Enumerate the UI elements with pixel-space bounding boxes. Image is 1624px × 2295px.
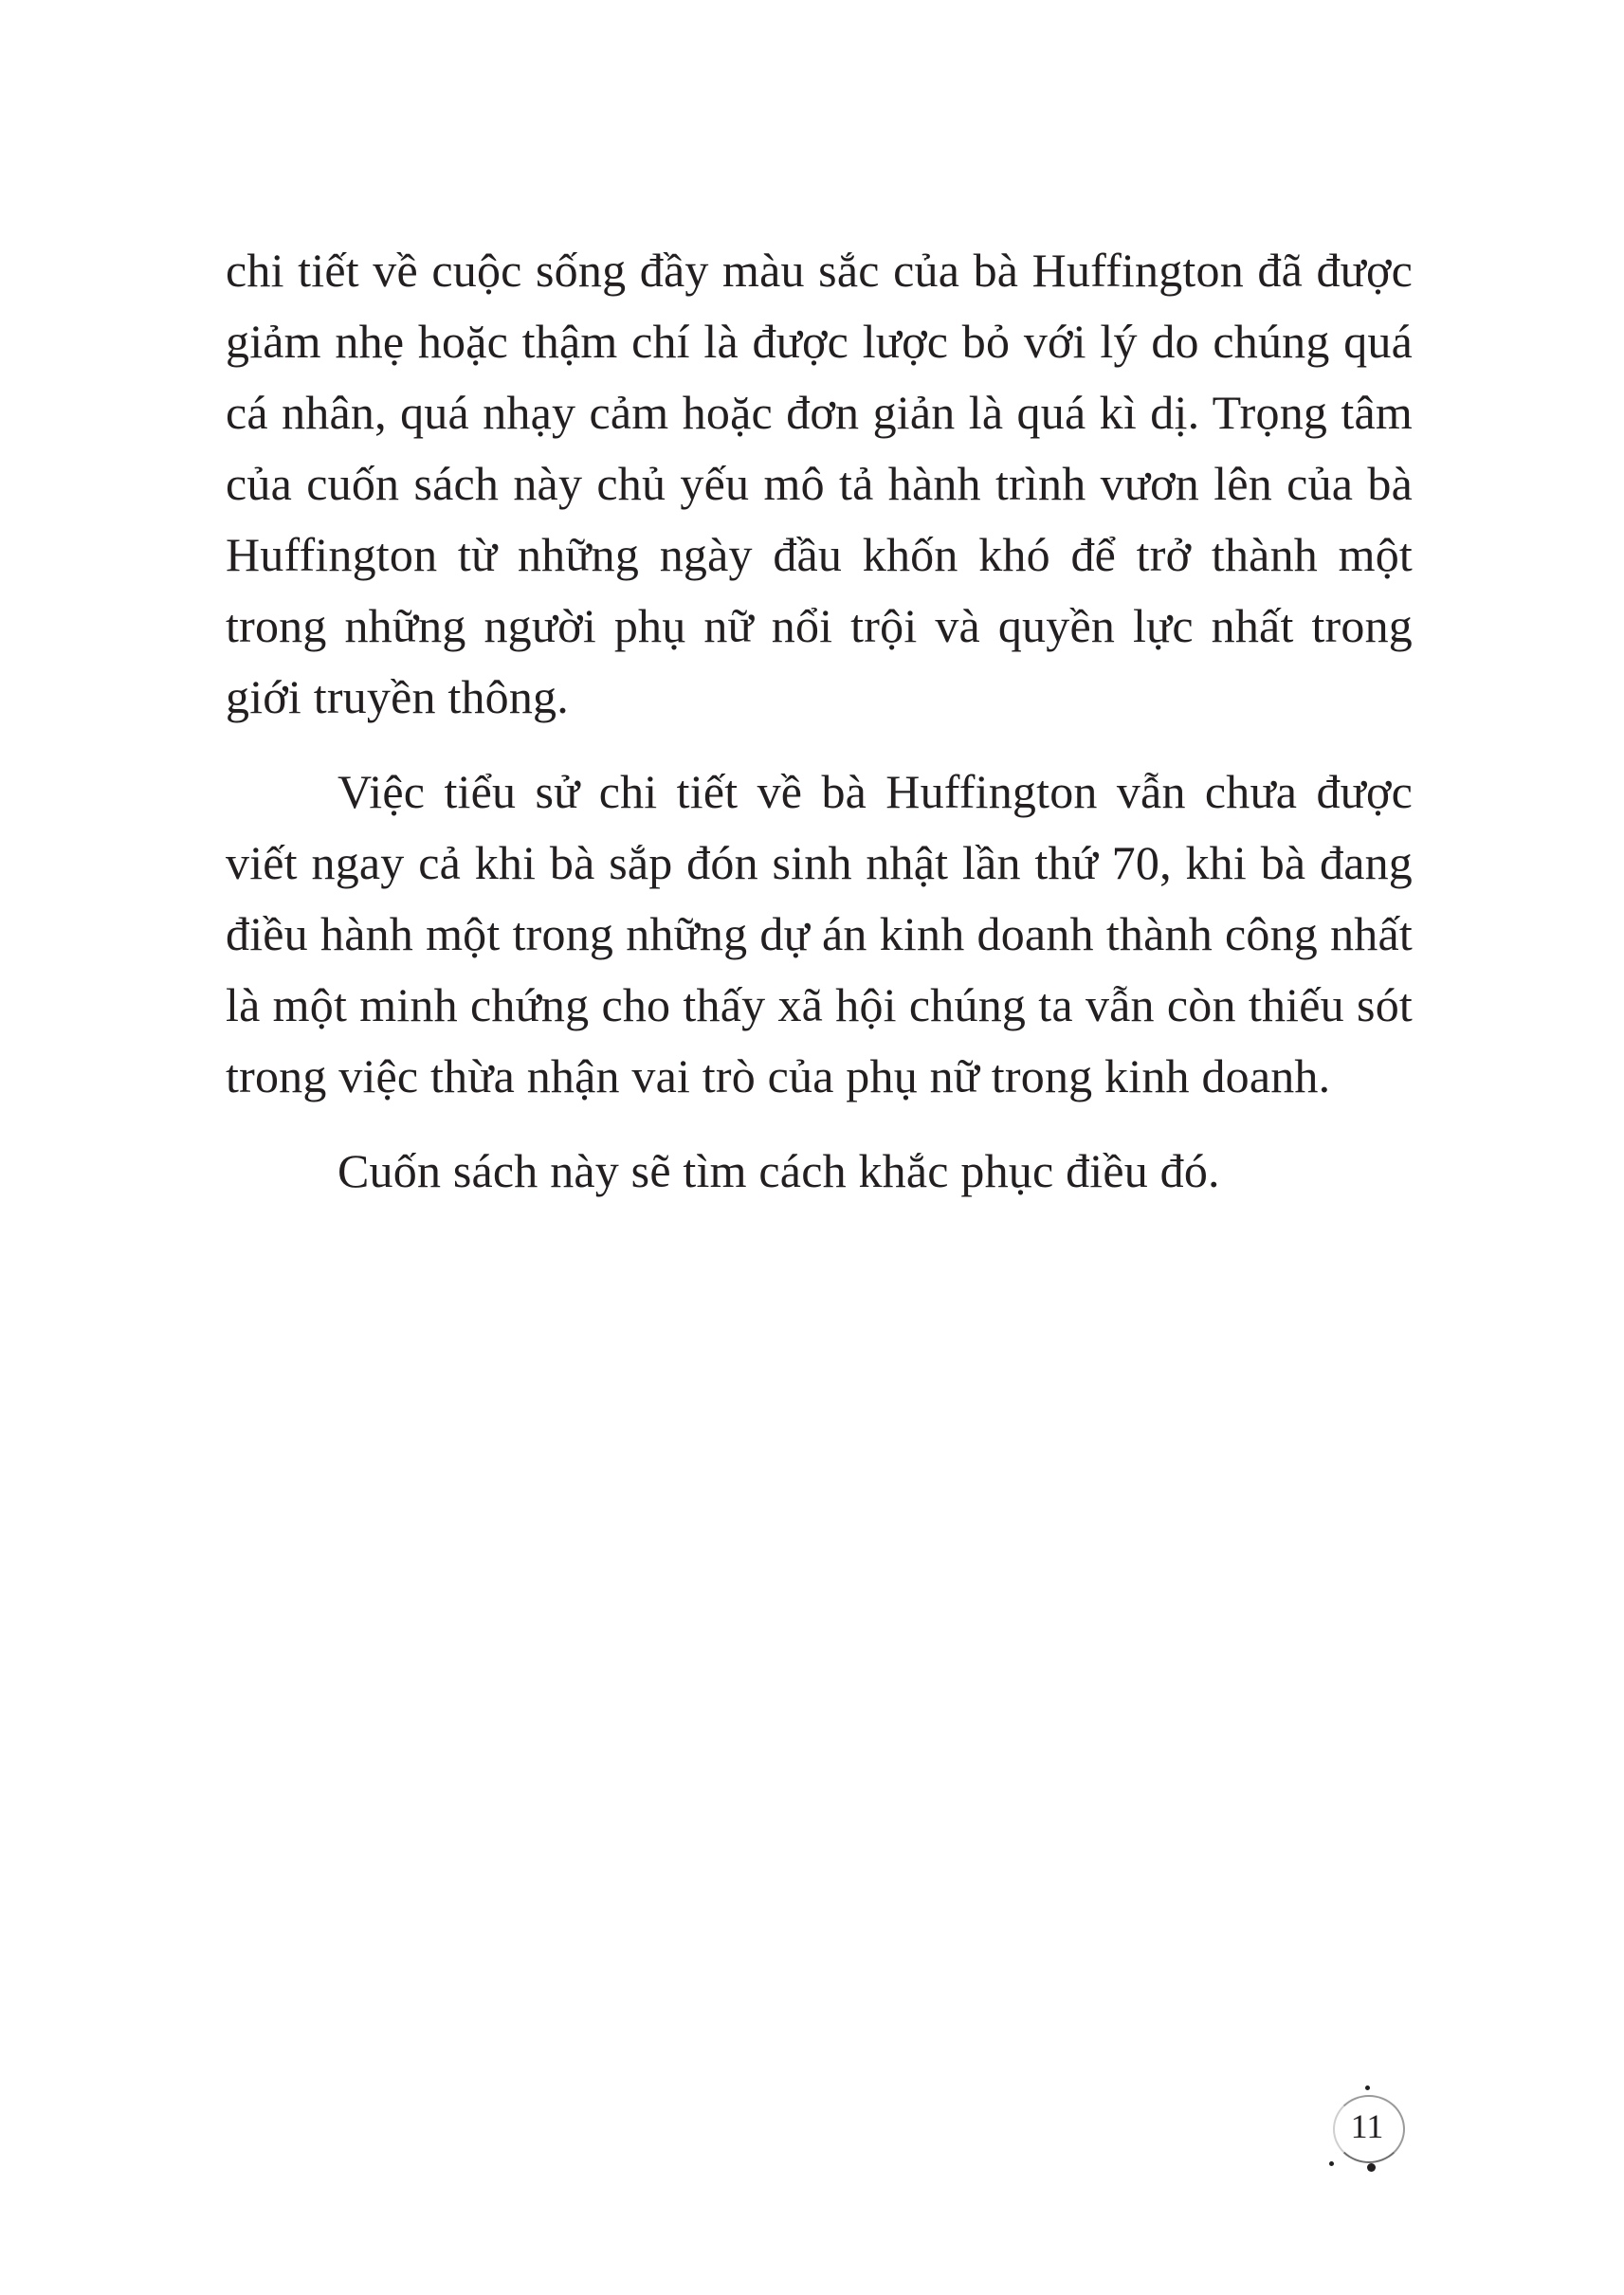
- page-number: 11: [1350, 2107, 1384, 2145]
- body-text: [226, 235, 1413, 1207]
- paragraph-1: chi tiết về cuộc sống đầy màu sắc của bà Huffington đã được giảm nhẹ hoặc thậm chí là được lược bỏ với lý do chúng quá cá nhân, quá nhạy cảm hoặc đơn giản là quá kì dị. Trọng tâm của cuốn sách này chủ yếu mô tả hành trình vươn lên của bà Huffington từ những ngày đầu khốn khó để trở thành một trong những người phụ nữ nổi trội và quyền lực nhất trong giới truyền thông.: [226, 244, 1413, 723]
- ornament-dot-bottom-icon: [1367, 2163, 1376, 2172]
- paragraph-3: Cuốn sách này sẽ tìm cách khắc phục điều đó.: [338, 1144, 1220, 1197]
- page-number-ornament: [1325, 2084, 1413, 2171]
- ornament-dot-top-icon: [1365, 2086, 1370, 2090]
- ornament-dot-left-icon: [1329, 2161, 1334, 2166]
- paragraph-2: Việc tiểu sử chi tiết về bà Huffington vẫn chưa được viết ngay cả khi bà sắp đón sinh nhật lần thứ 70, khi bà đang điều hành một trong những dự án kinh doanh thành công nhất là một minh chứng cho thấy xã hội chúng ta vẫn còn thiếu sót trong việc thừa nhận vai trò của phụ nữ trong kinh doanh.: [226, 765, 1413, 1102]
